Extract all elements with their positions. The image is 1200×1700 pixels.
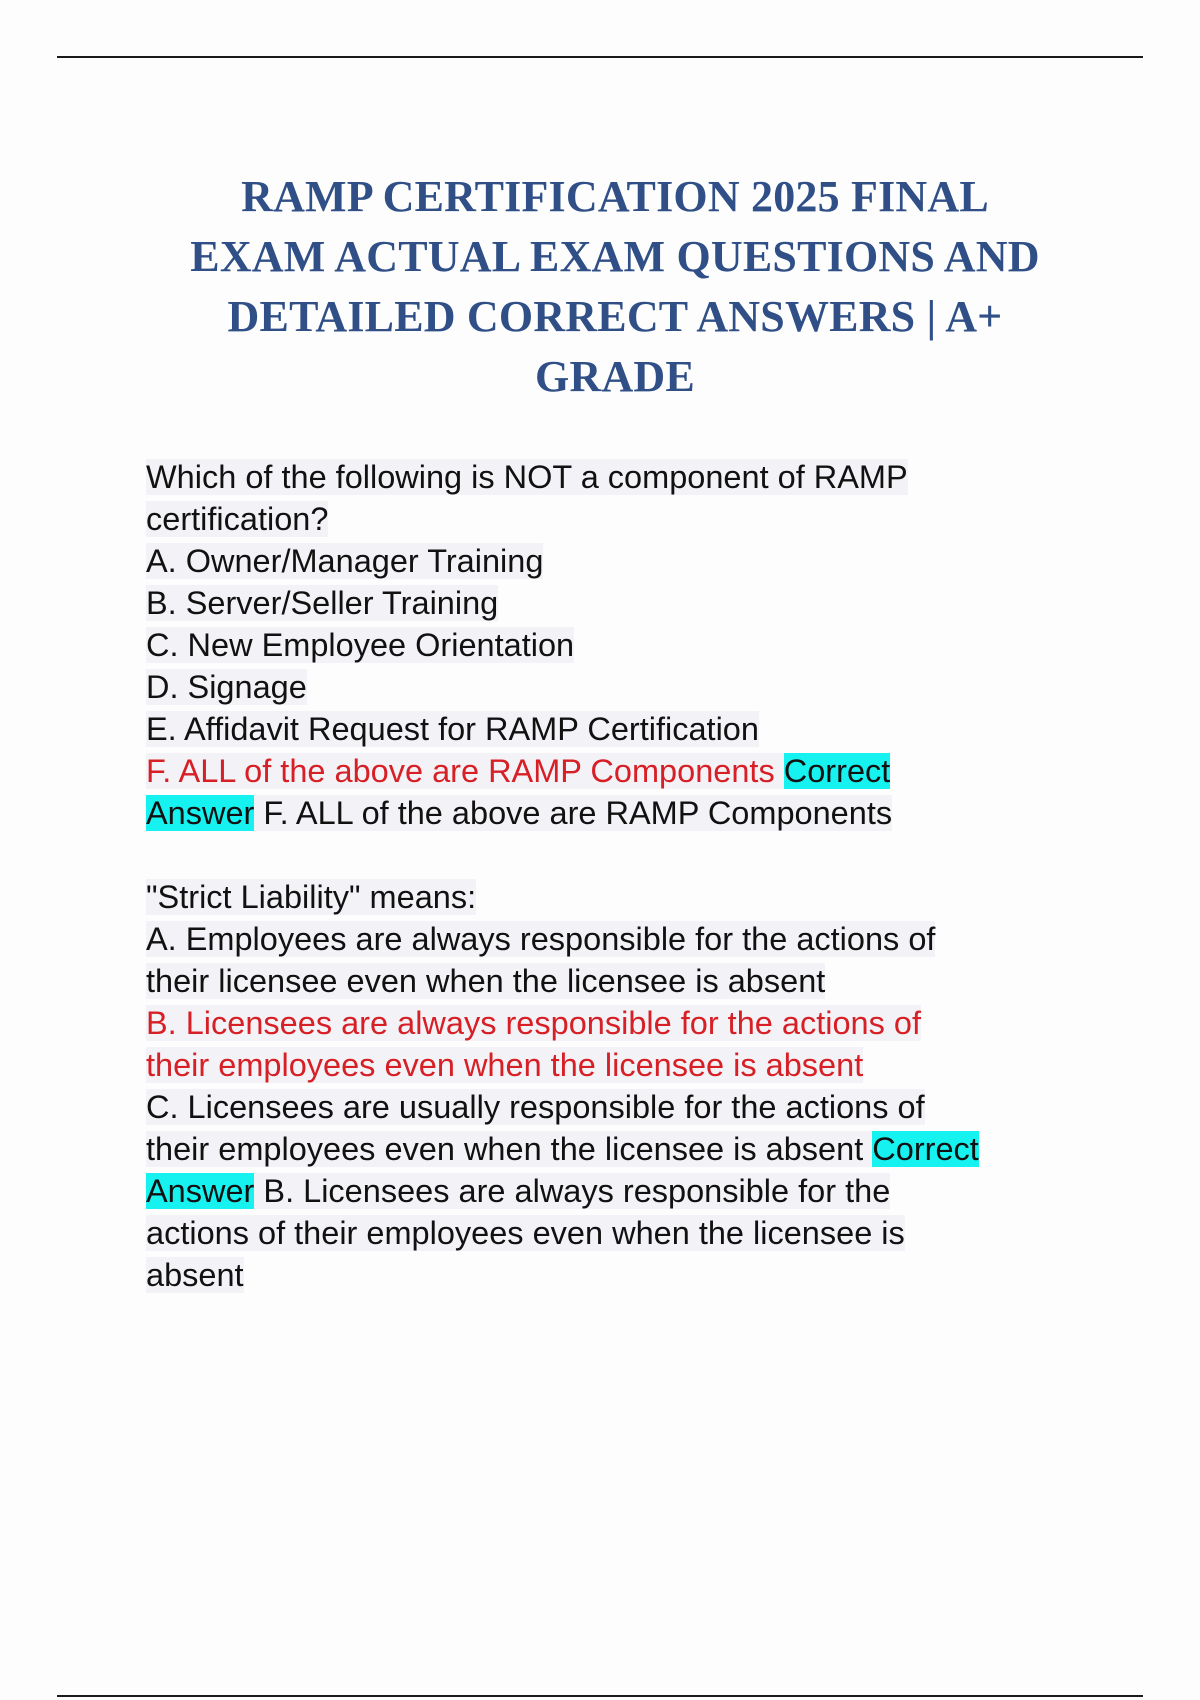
answer-text: absent [146, 1257, 244, 1293]
option-a: their licensee even when the licensee is absent [146, 963, 826, 999]
document-title [80, 167, 1150, 407]
question-text: "Strict Liability" means: [146, 879, 477, 915]
question-text: certification? [146, 501, 329, 537]
title-line: DETAILED CORRECT ANSWERS | A+ [227, 292, 1003, 341]
option-c: their employees even when the licensee is absent [146, 1131, 864, 1167]
option-b-correct: their employees even when the licensee is absent [146, 1047, 864, 1083]
correct-answer-marker: Answer [146, 1173, 255, 1209]
spacer [146, 834, 1086, 876]
option-a: A. Employees are always responsible for the actions of [146, 921, 936, 957]
option-f-correct: F. ALL of the above are RAMP Components [146, 753, 775, 789]
option-a: A. Owner/Manager Training [146, 543, 544, 579]
option-e: E. Affidavit Request for RAMP Certification [146, 711, 759, 747]
correct-answer-marker: Correct [783, 753, 891, 789]
answer-text: F. ALL of the above are RAMP Components [254, 795, 893, 831]
question-block-2 [146, 876, 1086, 1296]
qa-content [146, 456, 1086, 1296]
title-line: GRADE [535, 352, 695, 401]
answer-text: actions of their employees even when the licensee is [146, 1215, 905, 1251]
answer-text: B. Licensees are always responsible for the [254, 1173, 891, 1209]
header-rule [57, 56, 1143, 58]
option-b-correct: B. Licensees are always responsible for the actions of [146, 1005, 922, 1041]
option-c: C. New Employee Orientation [146, 627, 575, 663]
option-d: D. Signage [146, 669, 307, 705]
question-block-1 [146, 456, 1086, 834]
option-b: B. Server/Seller Training [146, 585, 499, 621]
correct-answer-marker: Answer [146, 795, 255, 831]
footer-rule [57, 1695, 1143, 1697]
title-line: EXAM ACTUAL EXAM QUESTIONS AND [190, 232, 1040, 281]
option-c: C. Licensees are usually responsible for the actions of [146, 1089, 925, 1125]
correct-answer-marker: Correct [872, 1131, 979, 1167]
title-line: RAMP CERTIFICATION 2025 FINAL [241, 172, 989, 221]
question-text: Which of the following is NOT a component of RAMP [146, 459, 908, 495]
